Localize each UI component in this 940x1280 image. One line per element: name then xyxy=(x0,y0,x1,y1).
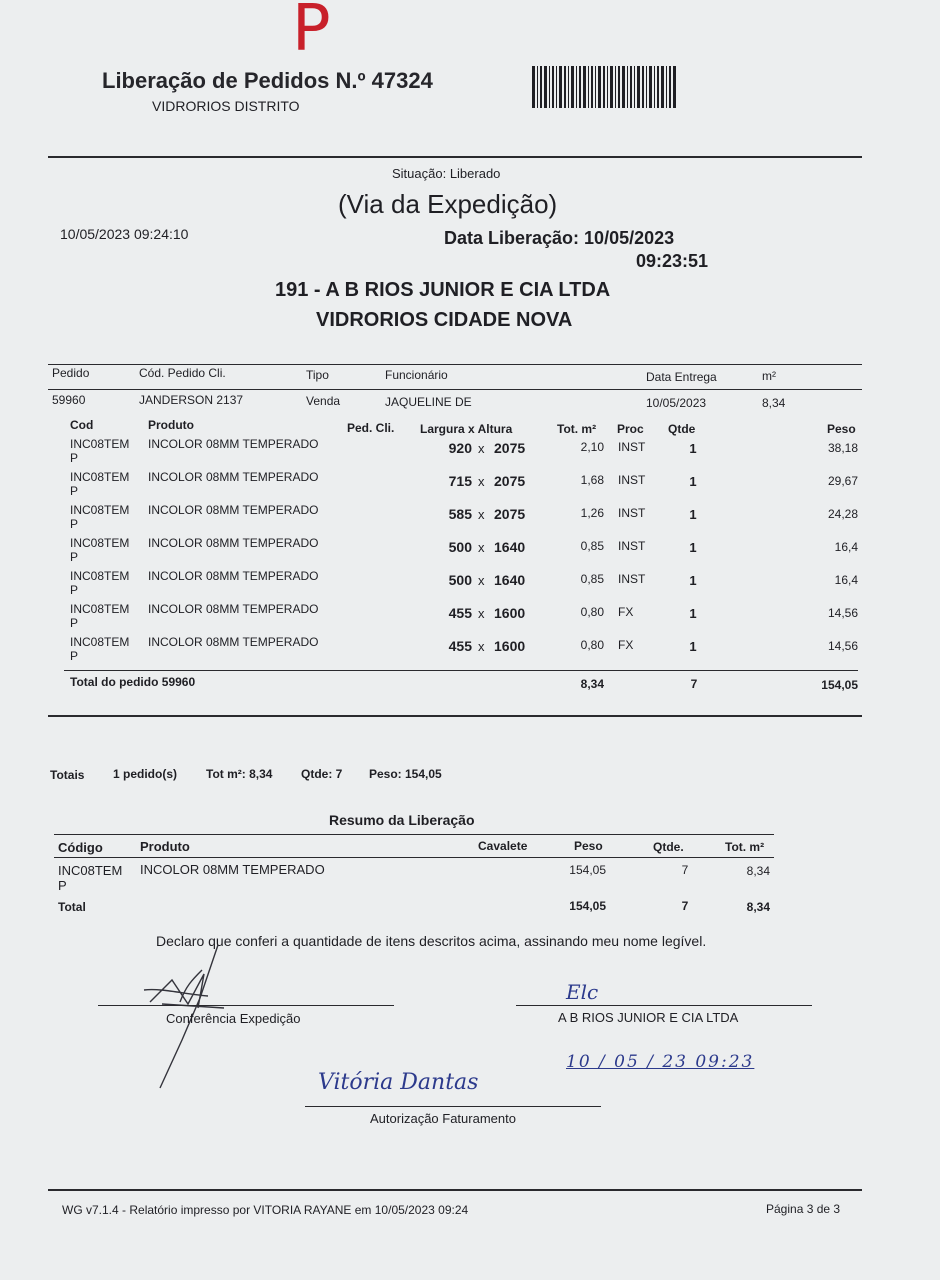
item-cod-cont: P xyxy=(70,484,79,498)
label-data-entrega: Data Entrega xyxy=(646,370,717,384)
summary-col-peso: Peso xyxy=(574,839,603,853)
item-proc: INST xyxy=(618,473,646,487)
item-altura: 1600 xyxy=(494,605,526,621)
company-name: VIDRORIOS DISTRITO xyxy=(152,98,300,114)
totals-qtde: Qtde: 7 xyxy=(301,767,343,781)
value-m2: 8,34 xyxy=(762,396,786,410)
document-title: Liberação de Pedidos N.º 47324 xyxy=(102,68,433,93)
label-pedido: Pedido xyxy=(52,366,90,380)
item-proc: FX xyxy=(618,605,634,619)
signature-line-right xyxy=(516,1005,812,1006)
item-peso: 29,67 xyxy=(827,474,858,488)
item-tot-m2: 0,80 xyxy=(580,605,604,619)
item-qtde: 1 xyxy=(689,507,697,522)
item-peso: 16,4 xyxy=(834,540,858,554)
release-time: 09:23:51 xyxy=(636,251,709,271)
summary-row-codigo-cont: P xyxy=(58,878,67,893)
item-cod-cont: P xyxy=(70,616,79,630)
value-funcionario: JAQUELINE DE xyxy=(385,395,472,409)
totals-label: Totais xyxy=(50,768,85,782)
items-total-m2: 8,34 xyxy=(580,677,604,691)
item-qtde: 1 xyxy=(689,573,697,588)
item-row xyxy=(0,536,940,569)
label-funcionario: Funcionário xyxy=(385,368,448,382)
item-produto: INCOLOR 08MM TEMPERADO xyxy=(148,602,319,616)
summary-row-peso: 154,05 xyxy=(569,863,606,877)
item-row xyxy=(0,437,940,470)
items-total-label: Total do pedido 59960 xyxy=(70,675,196,689)
col-peso: Peso xyxy=(827,422,856,436)
item-altura: 1640 xyxy=(494,539,526,555)
signature-handwriting-center: Vitória Dantas xyxy=(318,1070,479,1095)
signature-line-left xyxy=(98,1005,394,1006)
item-cod: INC08TEM xyxy=(70,635,130,649)
value-data-entrega: 10/05/2023 xyxy=(646,396,707,410)
totals-pedidos: 1 pedido(s) xyxy=(113,767,178,781)
footer-page-number: Página 3 de 3 xyxy=(766,1202,841,1216)
item-produto: INCOLOR 08MM TEMPERADO xyxy=(148,503,319,517)
items-end-divider xyxy=(48,715,862,717)
item-x: x xyxy=(478,639,485,654)
item-cod: INC08TEM xyxy=(70,470,130,484)
signature-label-center: Autorização Faturamento xyxy=(370,1111,516,1126)
item-largura: 920 xyxy=(448,440,472,456)
item-altura: 2075 xyxy=(494,440,526,456)
item-peso: 14,56 xyxy=(827,606,858,620)
summary-total-peso: 154,05 xyxy=(569,899,606,913)
barcode xyxy=(532,66,678,108)
order-header-top-line xyxy=(48,364,862,365)
label-m2: m² xyxy=(762,369,776,383)
summary-row-qtde: 7 xyxy=(681,863,689,877)
totals-peso: Peso: 154,05 xyxy=(369,767,442,781)
value-pedido: 59960 xyxy=(52,393,86,407)
item-proc: INST xyxy=(618,506,646,520)
item-cod: INC08TEM xyxy=(70,437,130,451)
item-peso: 38,18 xyxy=(827,441,858,455)
item-qtde: 1 xyxy=(689,540,697,555)
item-altura: 1600 xyxy=(494,638,526,654)
item-tot-m2: 1,68 xyxy=(580,473,604,487)
item-peso: 16,4 xyxy=(834,573,858,587)
signature-line-center xyxy=(305,1106,601,1107)
summary-col-codigo: Código xyxy=(58,840,103,855)
item-qtde: 1 xyxy=(689,639,697,654)
item-largura: 500 xyxy=(448,539,472,555)
item-x: x xyxy=(478,606,485,621)
item-largura: 455 xyxy=(448,605,472,621)
item-row xyxy=(0,602,940,635)
item-tot-m2: 0,85 xyxy=(580,572,604,586)
footer-divider xyxy=(48,1189,862,1191)
footer-print-info: WG v7.1.4 - Relatório impresso por VITORIA RAYANE em 10/05/2023 09:24 xyxy=(62,1203,469,1217)
item-altura: 2075 xyxy=(494,473,526,489)
item-cod-cont: P xyxy=(70,649,79,663)
value-tipo: Venda xyxy=(306,394,341,408)
col-dims: Largura x Altura xyxy=(420,422,513,436)
summary-header-line xyxy=(54,857,774,858)
item-cod: INC08TEM xyxy=(70,536,130,550)
status-text: Situação: Liberado xyxy=(392,166,501,181)
print-datetime: 10/05/2023 09:24:10 xyxy=(60,226,189,242)
item-cod: INC08TEM xyxy=(70,569,130,583)
item-proc: FX xyxy=(618,638,634,652)
value-cod-pedido-cli: JANDERSON 2137 xyxy=(139,393,244,407)
item-proc: INST xyxy=(618,440,646,454)
item-cod: INC08TEM xyxy=(70,503,130,517)
totals-m2: Tot m²: 8,34 xyxy=(206,767,273,781)
summary-col-produto: Produto xyxy=(140,839,190,854)
summary-total-qtde: 7 xyxy=(681,899,689,913)
item-produto: INCOLOR 08MM TEMPERADO xyxy=(148,635,319,649)
summary-title: Resumo da Liberação xyxy=(329,812,475,828)
item-altura: 1640 xyxy=(494,572,526,588)
signature-label-left: Conferência Expedição xyxy=(166,1011,301,1026)
item-peso: 24,28 xyxy=(827,507,858,521)
item-cod-cont: P xyxy=(70,550,79,564)
item-qtde: 1 xyxy=(689,441,697,456)
item-x: x xyxy=(478,474,485,489)
handwritten-date: 10 / 05 / 23 09:23 xyxy=(566,1052,755,1072)
summary-total-tot-m2: 8,34 xyxy=(746,900,770,914)
item-cod-cont: P xyxy=(70,517,79,531)
items-total-line xyxy=(64,670,858,671)
col-cod: Cod xyxy=(70,418,94,432)
item-x: x xyxy=(478,441,485,456)
summary-top-line xyxy=(54,834,774,835)
client-store: VIDRORIOS CIDADE NOVA xyxy=(316,309,573,331)
item-altura: 2075 xyxy=(494,506,526,522)
item-tot-m2: 0,80 xyxy=(580,638,604,652)
signature-handwriting-right: Elc xyxy=(566,980,599,1004)
summary-row-produto: INCOLOR 08MM TEMPERADO xyxy=(140,862,325,877)
item-qtde: 1 xyxy=(689,474,697,489)
item-row xyxy=(0,503,940,536)
item-cod-cont: P xyxy=(70,451,79,465)
col-qtde: Qtde xyxy=(668,422,696,436)
summary-total-label: Total xyxy=(58,900,86,914)
item-largura: 585 xyxy=(448,506,472,522)
item-qtde: 1 xyxy=(689,606,697,621)
summary-row-tot-m2: 8,34 xyxy=(746,864,770,878)
col-tot-m2: Tot. m² xyxy=(557,422,597,436)
item-cod-cont: P xyxy=(70,583,79,597)
item-row xyxy=(0,635,940,668)
item-x: x xyxy=(478,573,485,588)
summary-col-cavalete: Cavalete xyxy=(478,839,528,853)
summary-col-qtde: Qtde. xyxy=(653,840,684,854)
item-tot-m2: 2,10 xyxy=(580,440,604,454)
client-name: 191 - A B RIOS JUNIOR E CIA LTDA xyxy=(275,279,611,301)
summary-col-tot-m2: Tot. m² xyxy=(725,840,765,854)
item-produto: INCOLOR 08MM TEMPERADO xyxy=(148,569,319,583)
item-tot-m2: 0,85 xyxy=(580,539,604,553)
items-total-qtde: 7 xyxy=(690,677,698,691)
item-largura: 715 xyxy=(448,473,472,489)
item-x: x xyxy=(478,540,485,555)
item-x: x xyxy=(478,507,485,522)
item-produto: INCOLOR 08MM TEMPERADO xyxy=(148,536,319,550)
item-largura: 500 xyxy=(448,572,472,588)
item-row xyxy=(0,569,940,602)
item-largura: 455 xyxy=(448,638,472,654)
release-date: Data Liberação: 10/05/2023 xyxy=(444,228,675,248)
declaration-text: Declaro que conferi a quantidade de itens descritos acima, assinando meu nome legível. xyxy=(156,933,707,949)
signature-label-right: A B RIOS JUNIOR E CIA LTDA xyxy=(558,1010,739,1025)
summary-row-codigo: INC08TEM xyxy=(58,863,123,878)
item-produto: INCOLOR 08MM TEMPERADO xyxy=(148,437,319,451)
col-ped-cli: Ped. Cli. xyxy=(347,421,395,435)
col-proc: Proc xyxy=(617,422,644,436)
item-tot-m2: 1,26 xyxy=(580,506,604,520)
item-proc: INST xyxy=(618,572,646,586)
via-title: (Via da Expedição) xyxy=(338,189,558,219)
items-total-peso: 154,05 xyxy=(821,678,858,692)
label-tipo: Tipo xyxy=(306,368,329,382)
col-produto: Produto xyxy=(148,418,194,432)
label-cod-pedido-cli: Cód. Pedido Cli. xyxy=(139,366,226,380)
item-proc: INST xyxy=(618,539,646,553)
order-header-bottom-line xyxy=(48,389,862,390)
item-peso: 14,56 xyxy=(827,639,858,653)
handwritten-p-mark: P xyxy=(292,0,331,66)
item-produto: INCOLOR 08MM TEMPERADO xyxy=(148,470,319,484)
item-cod: INC08TEM xyxy=(70,602,130,616)
item-row xyxy=(0,470,940,503)
header-divider xyxy=(48,156,862,158)
